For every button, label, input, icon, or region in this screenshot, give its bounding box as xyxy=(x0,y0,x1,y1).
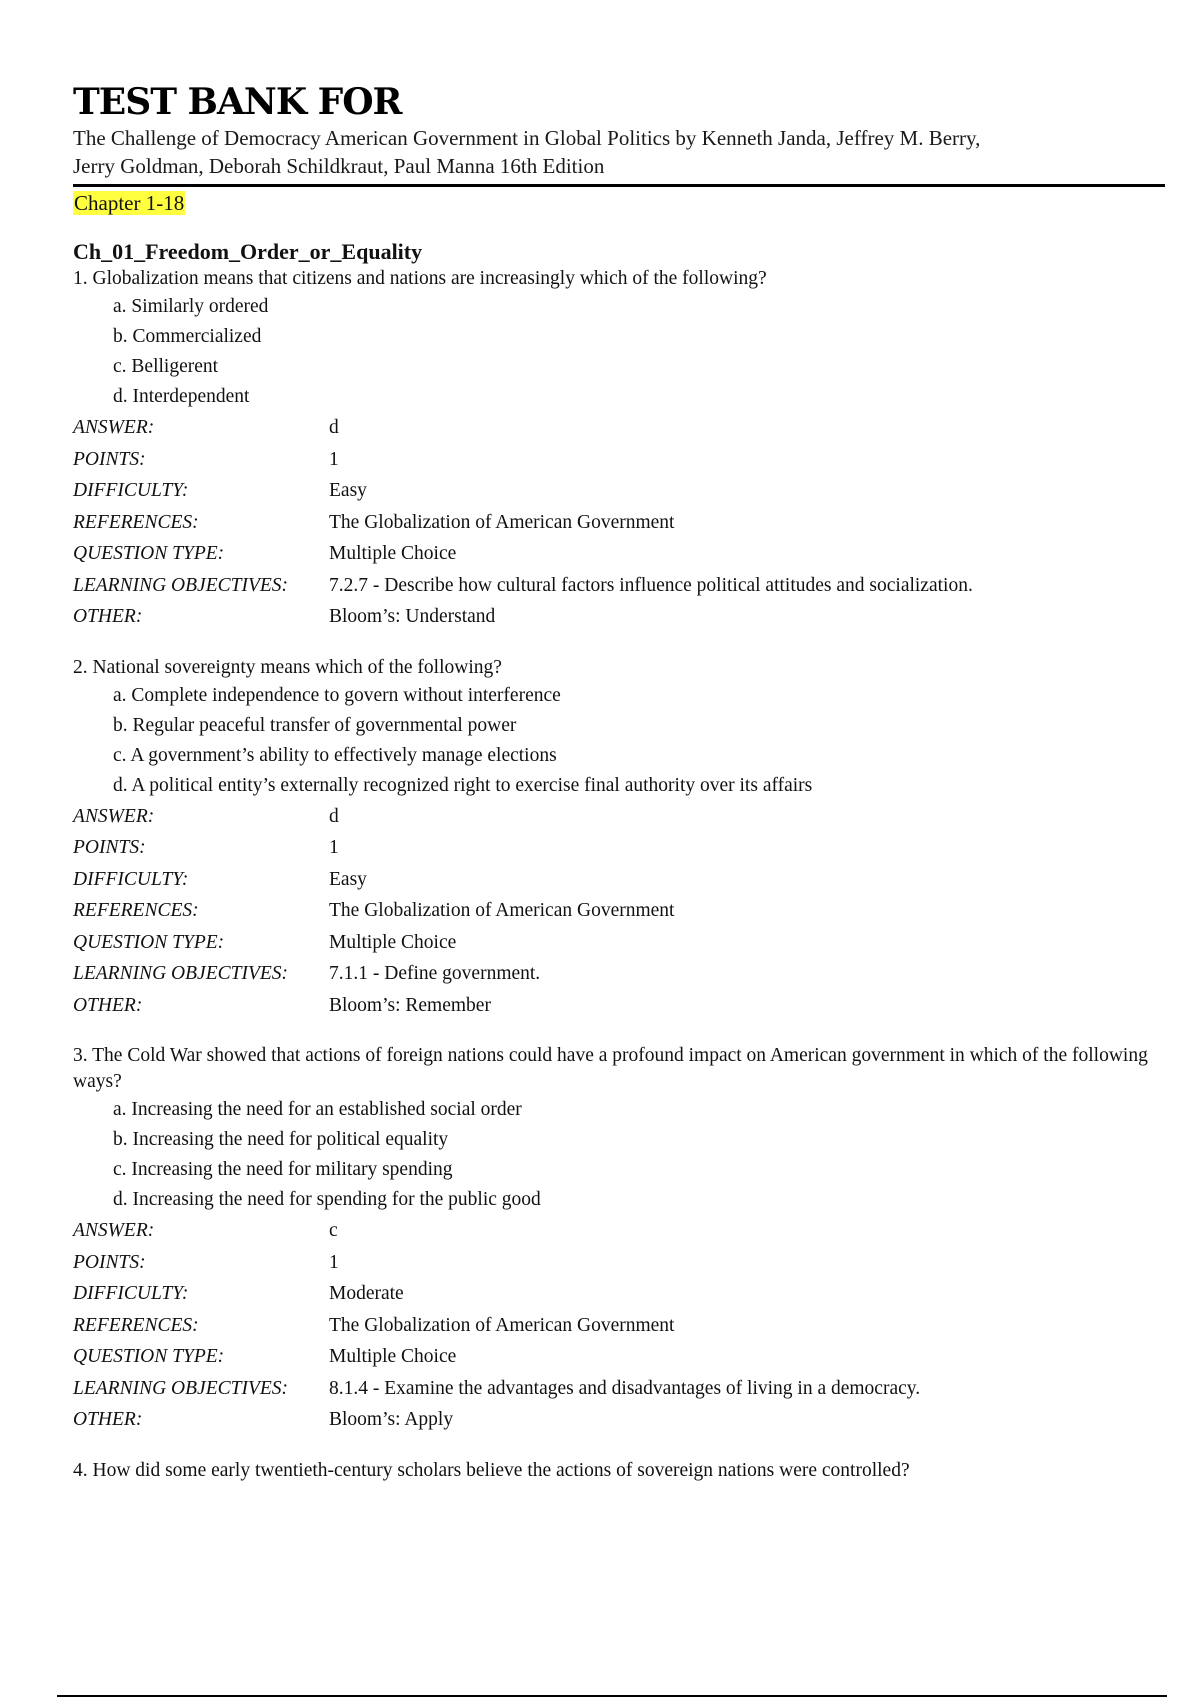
answer-row xyxy=(73,412,1165,444)
learning-objectives-label: LEARNING OBJECTIVES: xyxy=(73,574,289,596)
answer-option: b. Regular peaceful transfer of governmental power xyxy=(113,714,517,736)
references-row xyxy=(73,1310,1165,1342)
points-label: POINTS: xyxy=(73,1251,146,1273)
difficulty-row xyxy=(73,864,1165,896)
question-type-label: QUESTION TYPE: xyxy=(73,931,225,953)
difficulty-label: DIFFICULTY: xyxy=(73,1283,189,1304)
question-type-value: Multiple Choice xyxy=(329,1346,457,1367)
question-type-value: Multiple Choice xyxy=(329,931,457,953)
answer-value: d xyxy=(329,417,339,438)
learning-objectives-label: LEARNING OBJECTIVES: xyxy=(73,963,289,984)
book-subtitle xyxy=(73,124,1165,187)
difficulty-row xyxy=(73,475,1165,507)
question-stem: 4. How did some early twentieth-century scholars believe the actions of sovereign nations were controlled? xyxy=(73,1459,910,1481)
learning-objectives-value: 7.1.1 - Define government. xyxy=(329,963,541,984)
points-label: POINTS: xyxy=(73,448,146,470)
section-heading: Ch_01_Freedom_Order_or_Equality xyxy=(73,239,423,264)
chapter-range-highlight: Chapter 1-18 xyxy=(74,191,185,215)
references-value: The Globalization of American Government xyxy=(329,511,675,533)
answer-value: c xyxy=(329,1220,338,1241)
answer-option: d. A political entity’s externally recognized right to exercise final authority over its affairs xyxy=(113,774,813,796)
answer-option: a. Complete independence to govern without interference xyxy=(113,684,561,706)
question-type-row xyxy=(73,1341,1165,1373)
points-label: POINTS: xyxy=(73,837,146,858)
question-1 xyxy=(73,266,1165,633)
subtitle-line-1: The Challenge of Democracy American Government in Global Politics by Kenneth Janda, Jeffrey M. Berry, xyxy=(73,126,981,150)
answer-option: a. Similarly ordered xyxy=(113,296,269,317)
footer-divider xyxy=(57,1695,1167,1697)
answer-label: ANSWER: xyxy=(73,805,155,827)
learning-objectives-value: 7.2.7 - Describe how cultural factors influence political attitudes and socialization. xyxy=(329,574,973,596)
question-stem: 3. The Cold War showed that actions of foreign nations could have a profound impact on American government in which of the following ways? xyxy=(73,1045,1148,1092)
difficulty-value: Easy xyxy=(329,868,367,890)
document-title: TEST BANK FOR xyxy=(73,81,402,123)
answer-value: d xyxy=(329,805,339,827)
answer-option: b. Increasing the need for political equality xyxy=(113,1129,449,1150)
answer-option: a. Increasing the need for an established social order xyxy=(113,1099,522,1120)
points-value: 1 xyxy=(329,837,339,858)
other-value: Bloom’s: Apply xyxy=(329,1409,454,1430)
answer-option: c. A government’s ability to effectively manage elections xyxy=(113,744,557,766)
other-label: OTHER: xyxy=(73,994,143,1016)
answer-row xyxy=(73,1215,1165,1247)
points-row xyxy=(73,444,1165,476)
learning-objectives-value: 8.1.4 - Examine the advantages and disadvantages of living in a democracy. xyxy=(329,1377,921,1399)
document-page xyxy=(73,80,1165,1506)
difficulty-value: Moderate xyxy=(329,1283,404,1304)
references-label: REFERENCES: xyxy=(73,511,199,533)
answer-option: c. Increasing the need for military spending xyxy=(113,1159,453,1180)
references-value: The Globalization of American Government xyxy=(329,900,675,921)
points-row xyxy=(73,832,1165,864)
question-type-row xyxy=(73,927,1165,959)
subtitle-line-2: Jerry Goldman, Deborah Schildkraut, Paul Manna 16th Edition xyxy=(73,154,605,178)
references-row xyxy=(73,895,1165,927)
question-type-label: QUESTION TYPE: xyxy=(73,1346,225,1367)
question-2 xyxy=(73,655,1165,1022)
question-type-value: Multiple Choice xyxy=(329,543,457,564)
references-label: REFERENCES: xyxy=(73,1314,199,1336)
points-row xyxy=(73,1247,1165,1279)
other-label: OTHER: xyxy=(73,606,143,627)
points-value: 1 xyxy=(329,448,339,470)
learning-objectives-row xyxy=(73,1373,1165,1405)
answer-row xyxy=(73,801,1165,833)
references-label: REFERENCES: xyxy=(73,900,199,921)
other-value: Bloom’s: Understand xyxy=(329,606,496,627)
question-3 xyxy=(73,1043,1165,1436)
question-type-label: QUESTION TYPE: xyxy=(73,543,225,564)
other-label: OTHER: xyxy=(73,1409,143,1430)
references-value: The Globalization of American Government xyxy=(329,1314,675,1336)
learning-objectives-row xyxy=(73,570,1165,602)
learning-objectives-row xyxy=(73,958,1165,990)
other-row xyxy=(73,990,1165,1022)
question-type-row xyxy=(73,538,1165,570)
difficulty-value: Easy xyxy=(329,480,367,501)
answer-option: b. Commercialized xyxy=(113,326,262,347)
question-stem: 1. Globalization means that citizens and nations are increasingly which of the following? xyxy=(73,268,767,289)
references-row xyxy=(73,507,1165,539)
other-value: Bloom’s: Remember xyxy=(329,994,491,1016)
answer-option: d. Interdependent xyxy=(113,386,250,407)
answer-label: ANSWER: xyxy=(73,1220,155,1241)
answer-option: c. Belligerent xyxy=(113,356,219,377)
answer-label: ANSWER: xyxy=(73,417,155,438)
other-row xyxy=(73,1404,1165,1436)
points-value: 1 xyxy=(329,1251,339,1273)
difficulty-label: DIFFICULTY: xyxy=(73,480,189,501)
difficulty-row xyxy=(73,1278,1165,1310)
learning-objectives-label: LEARNING OBJECTIVES: xyxy=(73,1377,289,1399)
answer-option: d. Increasing the need for spending for the public good xyxy=(113,1189,541,1210)
difficulty-label: DIFFICULTY: xyxy=(73,868,189,890)
other-row xyxy=(73,601,1165,633)
question-4 xyxy=(73,1458,1165,1484)
question-stem: 2. National sovereignty means which of the following? xyxy=(73,656,502,678)
